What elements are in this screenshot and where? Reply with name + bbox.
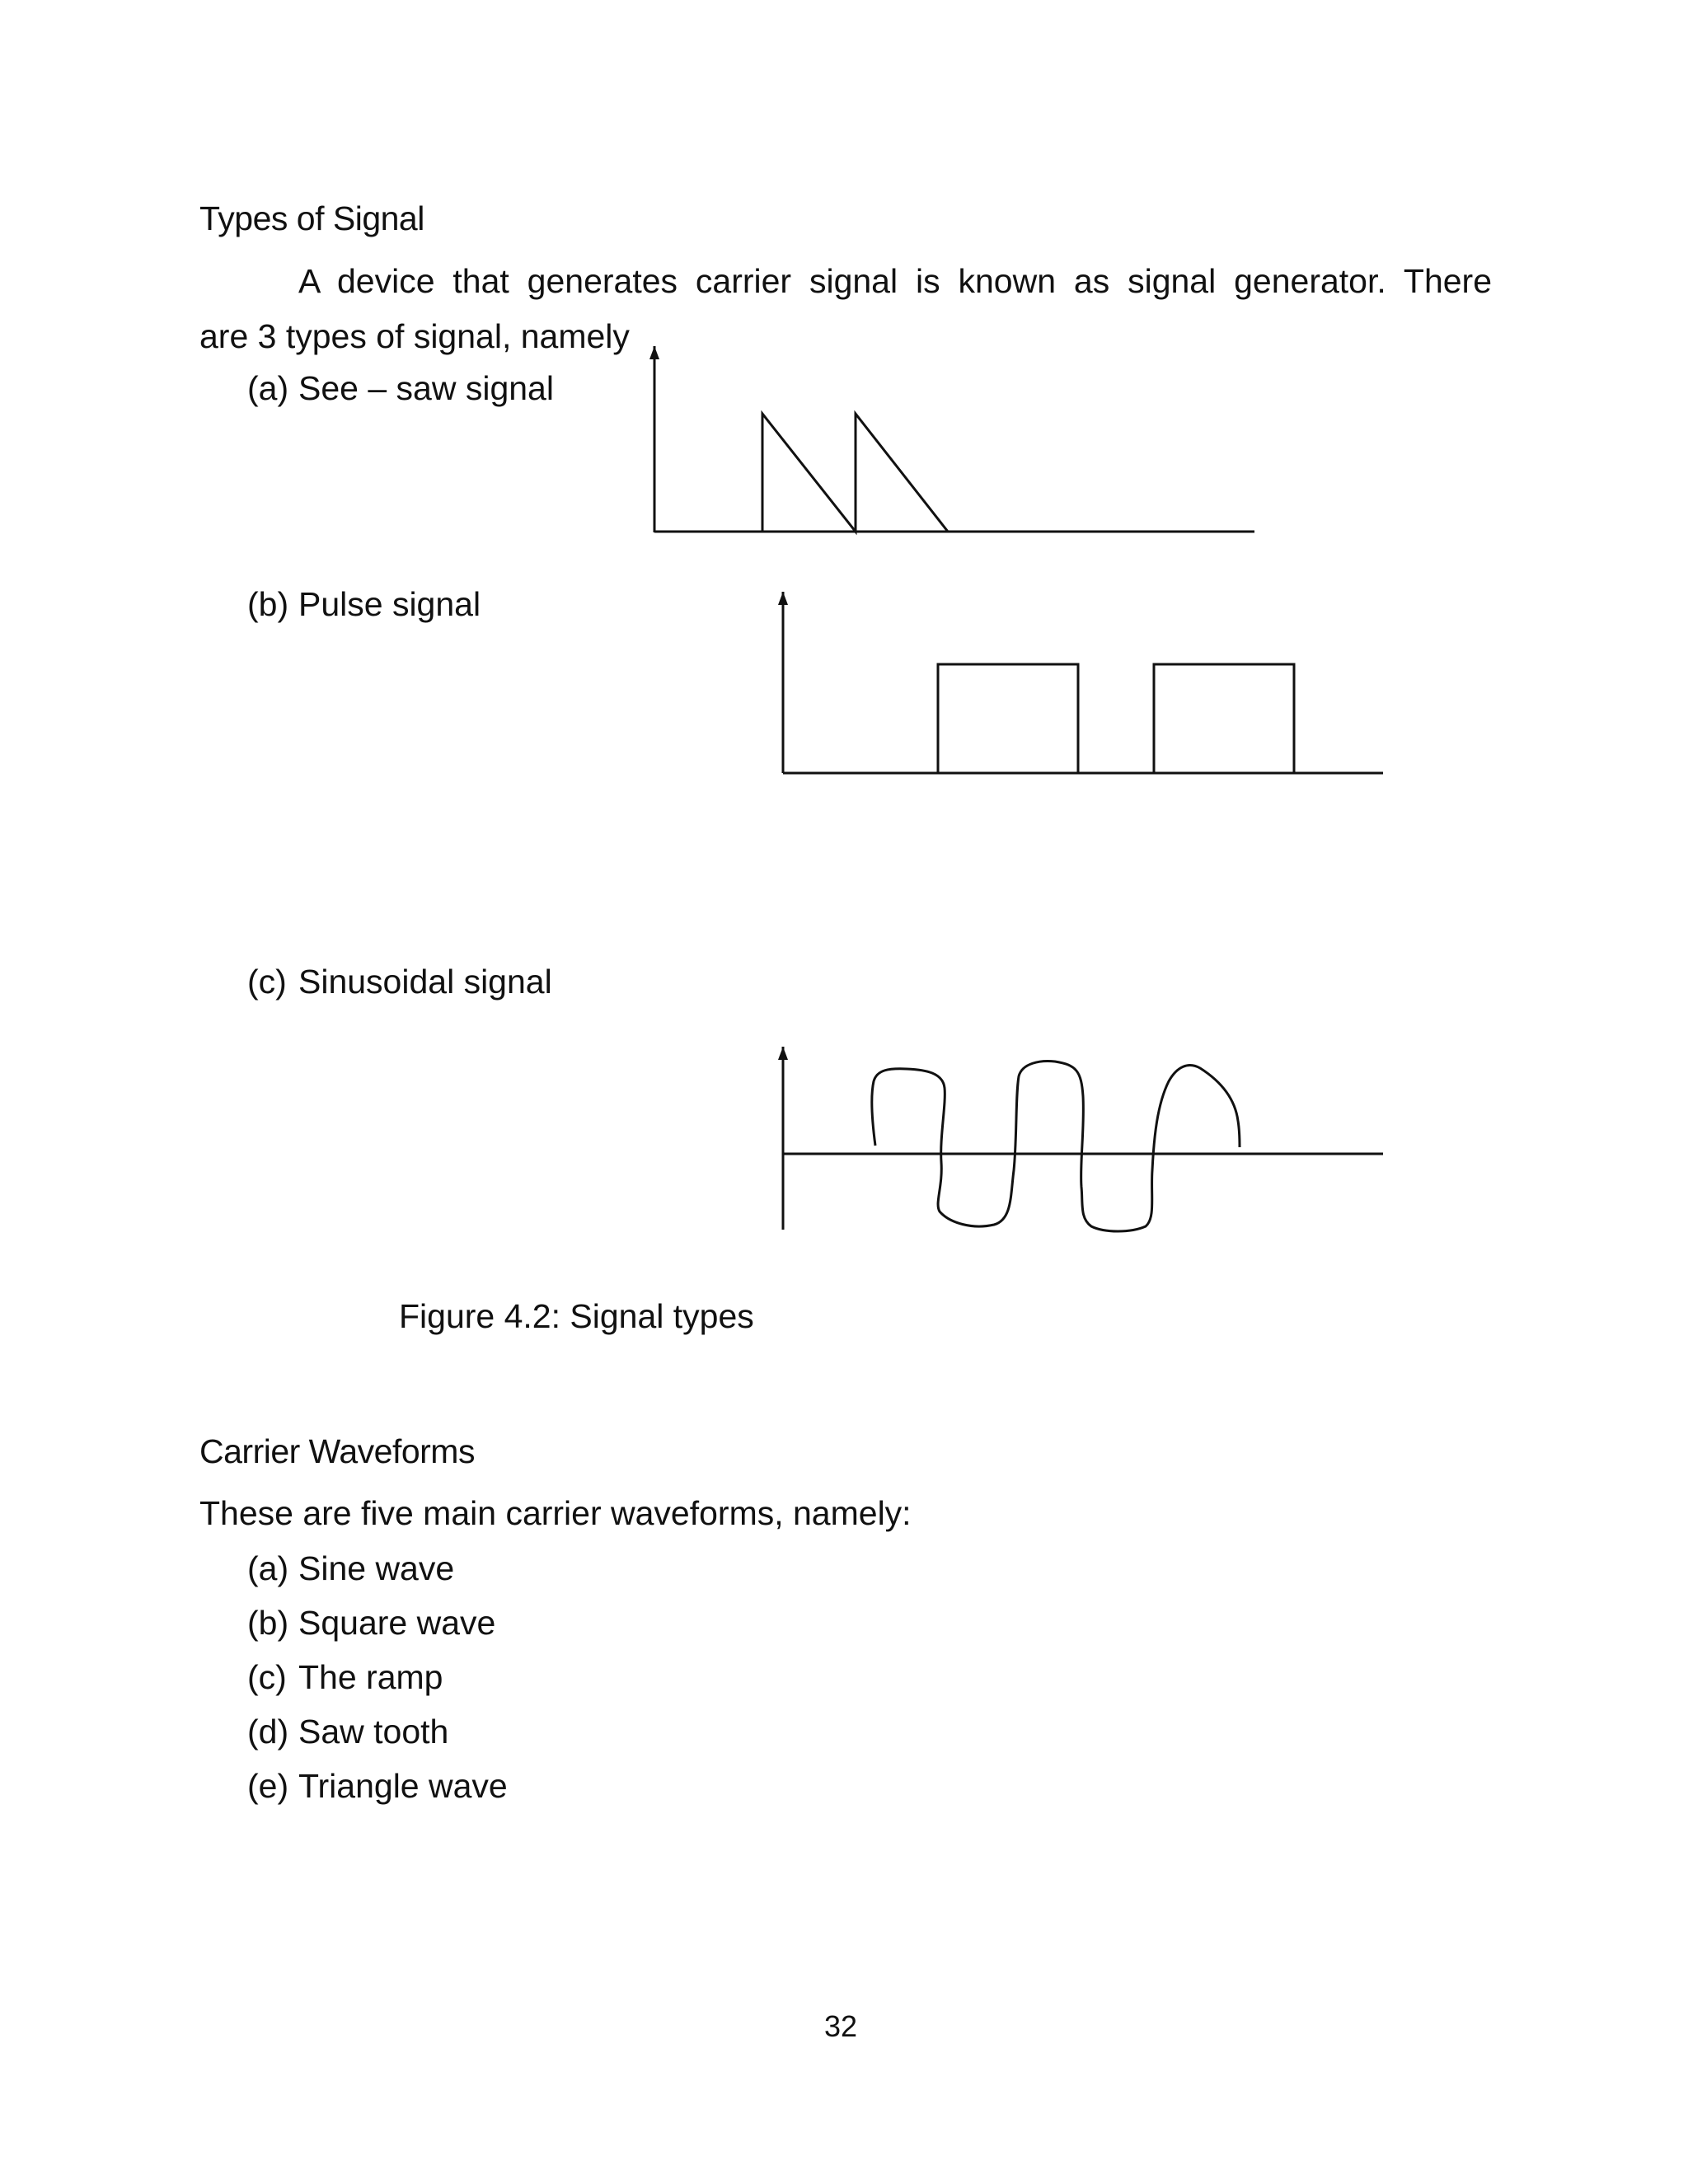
list-item-label: Square wave — [298, 1604, 496, 1642]
list-item-label: Triangle wave — [298, 1767, 508, 1805]
section-heading-carrier-waveforms: Carrier Waveforms — [199, 1432, 475, 1470]
sawtooth-y-axis-arrow — [649, 346, 659, 359]
list-item-label: Sinusoidal signal — [298, 963, 552, 1001]
paragraph-line-1: A device that generates carrier signal is known as signal generator. There — [298, 262, 1492, 300]
list-item-label: The ramp — [298, 1658, 443, 1696]
list-item-label: Sine wave — [298, 1549, 455, 1587]
pulse-waveform-1 — [938, 664, 1078, 773]
list-marker: (c) — [247, 1658, 287, 1696]
list-item-square-wave — [247, 1604, 495, 1643]
sine-y-axis-arrow — [778, 1047, 788, 1060]
figure-caption: Figure 4.2: Signal types — [399, 1297, 754, 1335]
paragraph-line-2: are 3 types of signal, namely — [199, 317, 630, 355]
list-item-label: Saw tooth — [298, 1713, 449, 1750]
pulse-waveform-2 — [1154, 664, 1294, 773]
list-marker: (c) — [247, 963, 287, 1001]
section-heading-types-of-signal: Types of Signal — [199, 199, 424, 237]
sawtooth-signal-diagram — [649, 346, 1254, 532]
sine-waveform — [872, 1062, 1240, 1231]
sawtooth-waveform — [762, 414, 948, 532]
list-marker: (a) — [247, 369, 289, 407]
pulse-y-axis-arrow — [778, 592, 788, 605]
page-number: 32 — [824, 2009, 858, 2043]
carrier-intro: These are five main carrier waveforms, namely: — [199, 1494, 912, 1532]
list-marker: (d) — [247, 1713, 289, 1750]
list-item-sine-wave — [247, 1549, 454, 1588]
sinusoidal-signal-diagram — [778, 1047, 1383, 1231]
list-marker: (e) — [247, 1767, 289, 1805]
list-item-label: See – saw signal — [298, 369, 554, 407]
list-item-saw-tooth — [247, 1713, 448, 1751]
list-item-label: Pulse signal — [298, 585, 481, 623]
pulse-signal-diagram — [778, 592, 1383, 773]
list-marker: (b) — [247, 585, 289, 623]
list-item-ramp — [247, 1658, 443, 1697]
list-marker: (b) — [247, 1604, 289, 1642]
list-item-triangle-wave — [247, 1767, 508, 1806]
list-marker: (a) — [247, 1549, 289, 1587]
